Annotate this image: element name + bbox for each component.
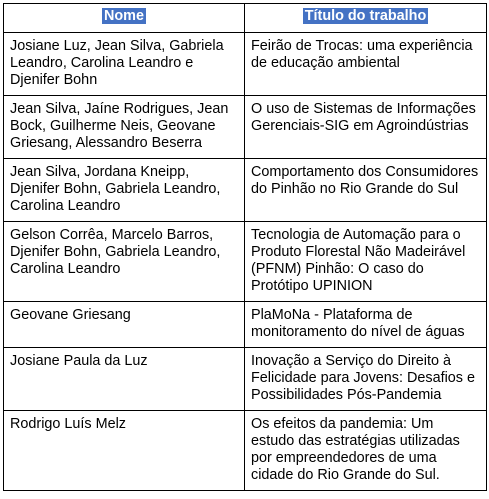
works-table: [3, 3, 487, 491]
header-titulo-label: Título do trabalho: [304, 8, 427, 24]
cell-titulo: Tecnologia de Automação para o Produto Florestal Não Madeirável (PFNM) Pinhão: O caso do Protótipo UPINION: [245, 222, 487, 302]
cell-titulo: Feirão de Trocas: uma experiência de educação ambiental: [245, 33, 487, 96]
cell-titulo: Os efeitos da pandemia: Um estudo das estratégias utilizadas por empreendedores de uma cidade do Rio Grande do Sul.: [245, 411, 487, 491]
table-row: [4, 222, 487, 302]
cell-nome: Geovane Griesang: [4, 302, 245, 348]
cell-nome: Jean Silva, Jordana Kneipp, Djenifer Bohn, Gabriela Leandro, Carolina Leandro: [4, 159, 245, 222]
cell-nome: Rodrigo Luís Melz: [4, 411, 245, 491]
table-row: [4, 348, 487, 411]
cell-titulo: Comportamento dos Consumidores do Pinhão no Rio Grande do Sul: [245, 159, 487, 222]
table-row: [4, 159, 487, 222]
cell-nome: Gelson Corrêa, Marcelo Barros, Djenifer Bohn, Gabriela Leandro, Carolina Leandro: [4, 222, 245, 302]
cell-nome: Josiane Luz, Jean Silva, Gabriela Leandro, Carolina Leandro e Djenifer Bohn: [4, 33, 245, 96]
table-row: [4, 302, 487, 348]
cell-nome: Jean Silva, Jaíne Rodrigues, Jean Bock, Guilherme Neis, Geovane Griesang, Alessandro Beserra: [4, 96, 245, 159]
cell-titulo: Inovação a Serviço do Direito à Felicidade para Jovens: Desafios e Possibilidades Pós-Pandemia: [245, 348, 487, 411]
cell-nome: Josiane Paula da Luz: [4, 348, 245, 411]
header-titulo: [245, 4, 487, 33]
header-nome: [4, 4, 245, 33]
table-header-row: [4, 4, 487, 33]
table-row: [4, 33, 487, 96]
cell-titulo: PlaMoNa - Plataforma de monitoramento do nível de águas: [245, 302, 487, 348]
header-nome-label: Nome: [104, 8, 144, 24]
table-row: [4, 411, 487, 491]
cell-titulo: O uso de Sistemas de Informações Gerenciais-SIG em Agroindústrias: [245, 96, 487, 159]
table-row: [4, 96, 487, 159]
